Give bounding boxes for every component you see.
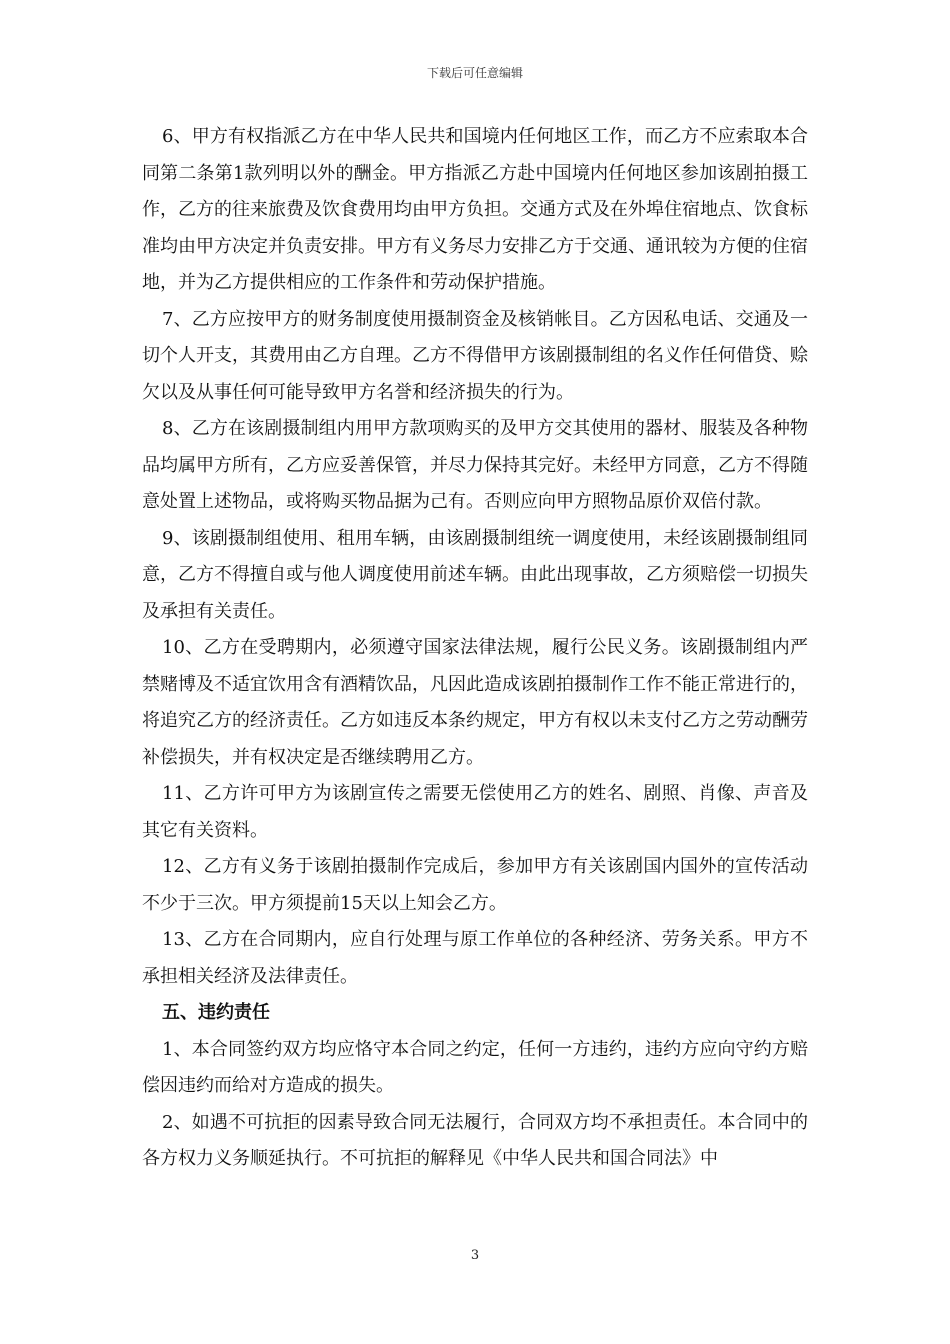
liability-clause-1: 1、本合同签约双方均应恪守本合同之约定，任何一方违约，违约方应向守约方赔偿因违约而给对方造成的损失。 <box>142 1038 808 1096</box>
page-header: 下载后可任意编辑 <box>426 66 523 80</box>
clause-7: 7、乙方应按甲方的财务制度使用摄制资金及核销帐目。乙方因私电话、交通及一切个人开支，其费用由乙方自理。乙方不得借甲方该剧摄制组的名义作任何借贷、赊欠以及从事任何可能导致甲方名誉和经济损失的行为。 <box>142 308 808 403</box>
clause-13: 13、乙方在合同期内，应自行处理与原工作单位的各种经济、劳务关系。甲方不承担相关经济及法律责任。 <box>142 929 808 987</box>
page-number: 3 <box>470 1248 480 1263</box>
clause-12: 12、乙方有义务于该剧拍摄制作完成后，参加甲方有关该剧国内国外的宣传活动不少于三次。甲方须提前15天以上知会乙方。 <box>142 856 808 914</box>
liability-clause-2: 2、如遇不可抗拒的因素导致合同无法履行，合同双方均不承担责任。本合同中的各方权力义务顺延执行。不可抗拒的解释见《中华人民共和国合同法》中 <box>142 1111 808 1169</box>
document-body <box>142 119 808 1178</box>
clause-10: 10、乙方在受聘期内，必须遵守国家法律法规，履行公民义务。该剧摄制组内严禁赌博及不适宜饮用含有酒精饮品，凡因此造成该剧拍摄制作工作不能正常进行的，将追究乙方的经济责任。乙方如违反本条约规定，甲方有权以未支付乙方之劳动酬劳补偿损失，并有权决定是否继续聘用乙方。 <box>142 637 808 768</box>
clause-9: 9、该剧摄制组使用、租用车辆，由该剧摄制组统一调度使用，未经该剧摄制组同意，乙方不得擅自或与他人调度使用前述车辆。由此出现事故，乙方须赔偿一切损失及承担有关责任。 <box>142 527 808 622</box>
clause-8: 8、乙方在该剧摄制组内用甲方款项购买的及甲方交其使用的器材、服装及各种物品均属甲方所有，乙方应妥善保管，并尽力保持其完好。未经甲方同意，乙方不得随意处置上述物品，或将购买物品据为己有。否则应向甲方照物品原价双倍付款。 <box>142 418 808 512</box>
clause-6: 6、甲方有权指派乙方在中华人民共和国境内任何地区工作，而乙方不应索取本合同第二条第1款列明以外的酬金。甲方指派乙方赴中国境内任何地区参加该剧拍摄工作，乙方的往来旅费及饮食费用均由甲方负担。交通方式及在外埠住宿地点、饮食标准均由甲方决定并负责安排。甲方有义务尽力安排乙方于交通、通讯较为方便的住宿地，并为乙方提供相应的工作条件和劳动保护措施。 <box>142 126 808 293</box>
clause-11: 11、乙方许可甲方为该剧宣传之需要无偿使用乙方的姓名、剧照、肖像、声音及其它有关资料。 <box>142 783 808 841</box>
section-heading: 五、违约责任 <box>162 1002 270 1023</box>
